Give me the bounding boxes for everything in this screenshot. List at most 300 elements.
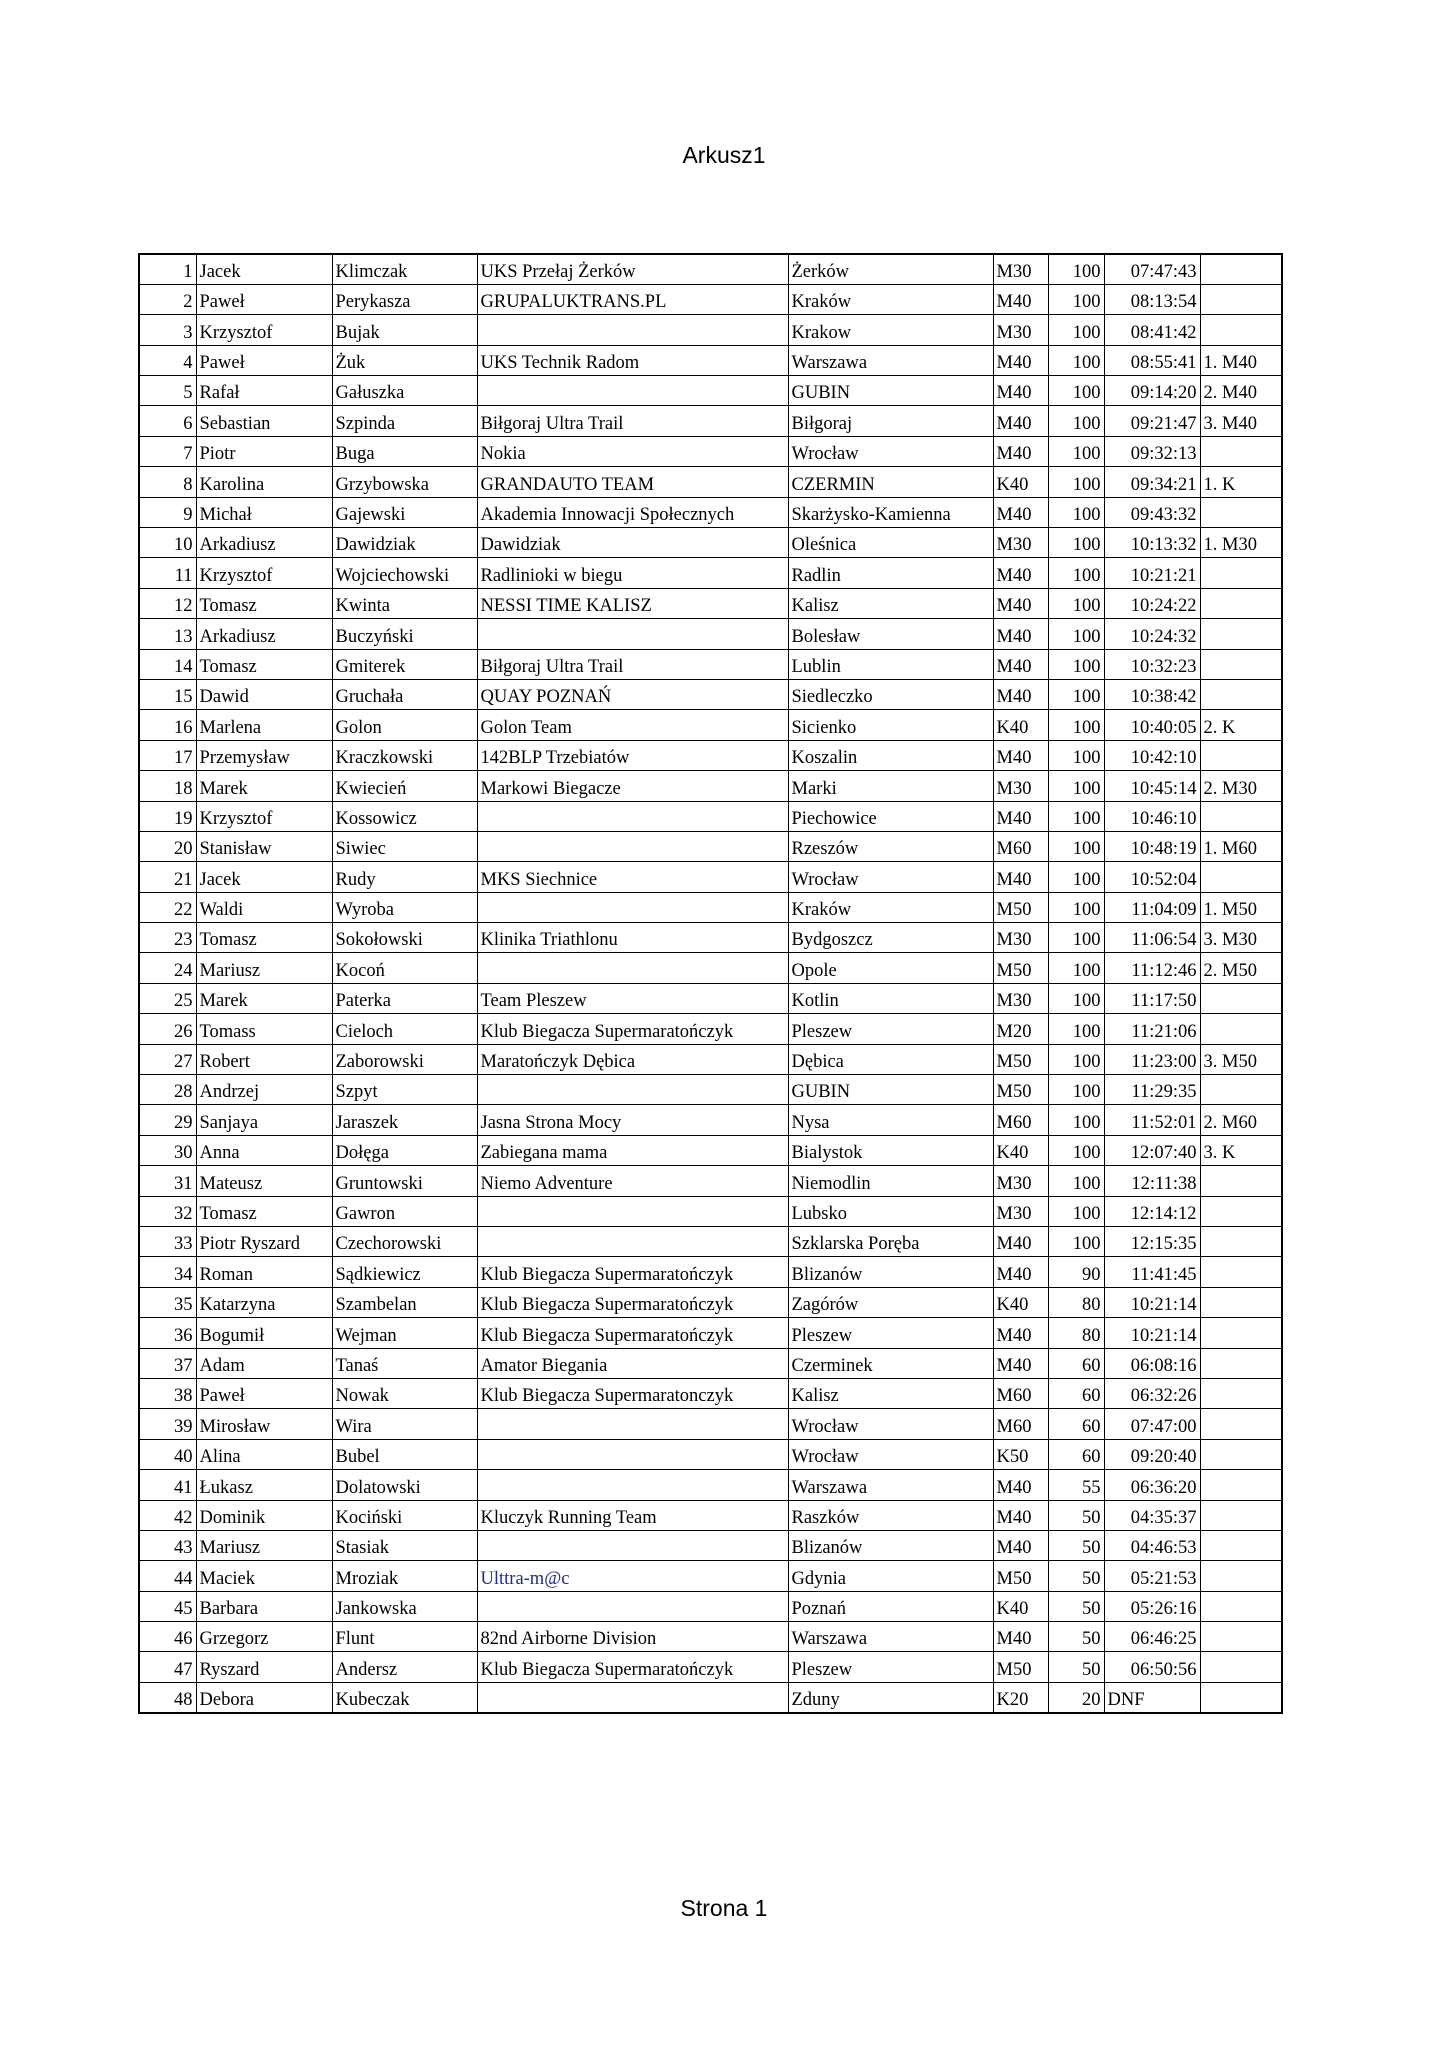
cell-number: 21 — [139, 862, 196, 892]
cell-last-name: Kraczkowski — [332, 740, 477, 770]
cell-category: M40 — [993, 1530, 1048, 1560]
cell-city: Warszawa — [788, 1622, 993, 1652]
cell-category: M40 — [993, 1257, 1048, 1287]
cell-distance: 50 — [1048, 1622, 1104, 1652]
cell-city: Bolesław — [788, 619, 993, 649]
cell-category: M50 — [993, 1652, 1048, 1682]
cell-category: M50 — [993, 1044, 1048, 1074]
cell-number: 17 — [139, 740, 196, 770]
table-row — [139, 1318, 1282, 1348]
cell-place — [1200, 1530, 1282, 1560]
cell-category: M40 — [993, 740, 1048, 770]
cell-number: 9 — [139, 497, 196, 527]
cell-category: M40 — [993, 1470, 1048, 1500]
table-row — [139, 1561, 1282, 1591]
cell-number: 10 — [139, 528, 196, 558]
cell-time: 06:32:26 — [1104, 1378, 1200, 1408]
cell-city: Zagórów — [788, 1287, 993, 1317]
cell-distance: 55 — [1048, 1470, 1104, 1500]
cell-last-name: Wira — [332, 1409, 477, 1439]
table-row — [139, 284, 1282, 314]
table-row — [139, 1105, 1282, 1135]
table-row — [139, 1530, 1282, 1560]
cell-number: 2 — [139, 284, 196, 314]
cell-category: M40 — [993, 406, 1048, 436]
cell-last-name: Gawron — [332, 1196, 477, 1226]
cell-time: 05:21:53 — [1104, 1561, 1200, 1591]
table-row — [139, 619, 1282, 649]
cell-place: 3. K — [1200, 1135, 1282, 1165]
cell-distance: 100 — [1048, 1166, 1104, 1196]
cell-category: M30 — [993, 315, 1048, 345]
cell-number: 3 — [139, 315, 196, 345]
cell-distance: 100 — [1048, 467, 1104, 497]
cell-place: 3. M30 — [1200, 923, 1282, 953]
cell-time: 10:46:10 — [1104, 801, 1200, 831]
cell-category: M30 — [993, 1196, 1048, 1226]
cell-club — [477, 1591, 788, 1621]
cell-last-name: Flunt — [332, 1622, 477, 1652]
cell-time: 10:21:14 — [1104, 1318, 1200, 1348]
cell-distance: 100 — [1048, 1135, 1104, 1165]
cell-distance: 100 — [1048, 345, 1104, 375]
cell-time: 11:21:06 — [1104, 1014, 1200, 1044]
cell-number: 11 — [139, 558, 196, 588]
cell-category: K40 — [993, 1135, 1048, 1165]
cell-number: 13 — [139, 619, 196, 649]
cell-category: M30 — [993, 771, 1048, 801]
table-row — [139, 467, 1282, 497]
cell-category: M40 — [993, 284, 1048, 314]
cell-category: M50 — [993, 1561, 1048, 1591]
cell-club: Golon Team — [477, 710, 788, 740]
cell-club — [477, 892, 788, 922]
cell-last-name: Grzybowska — [332, 467, 477, 497]
table-row — [139, 1682, 1282, 1712]
cell-first-name: Robert — [196, 1044, 332, 1074]
cell-distance: 100 — [1048, 1014, 1104, 1044]
cell-last-name: Dołęga — [332, 1135, 477, 1165]
cell-distance: 50 — [1048, 1500, 1104, 1530]
cell-first-name: Marek — [196, 983, 332, 1013]
cell-city: Czerminek — [788, 1348, 993, 1378]
cell-first-name: Rafał — [196, 376, 332, 406]
cell-city: Blizanów — [788, 1530, 993, 1560]
table-row — [139, 1439, 1282, 1469]
table-row — [139, 1470, 1282, 1500]
cell-club: Maratończyk Dębica — [477, 1044, 788, 1074]
cell-place — [1200, 1014, 1282, 1044]
table-row — [139, 1257, 1282, 1287]
table-row — [139, 1500, 1282, 1530]
cell-number: 38 — [139, 1378, 196, 1408]
table-row — [139, 1135, 1282, 1165]
cell-distance: 100 — [1048, 619, 1104, 649]
table-row — [139, 923, 1282, 953]
cell-time: 10:21:14 — [1104, 1287, 1200, 1317]
cell-city: Raszków — [788, 1500, 993, 1530]
cell-city: Szklarska Poręba — [788, 1227, 993, 1257]
page-number: Strona 1 — [680, 1895, 768, 1921]
cell-city: Kotlin — [788, 983, 993, 1013]
cell-category: M60 — [993, 1378, 1048, 1408]
cell-distance: 100 — [1048, 1196, 1104, 1226]
cell-time: 09:21:47 — [1104, 406, 1200, 436]
cell-distance: 100 — [1048, 1105, 1104, 1135]
cell-last-name: Wejman — [332, 1318, 477, 1348]
cell-number: 29 — [139, 1105, 196, 1135]
cell-city: GUBIN — [788, 376, 993, 406]
cell-last-name: Gruchała — [332, 679, 477, 709]
cell-place — [1200, 1348, 1282, 1378]
cell-distance: 60 — [1048, 1378, 1104, 1408]
cell-first-name: Andrzej — [196, 1075, 332, 1105]
cell-place — [1200, 588, 1282, 618]
cell-time: 12:11:38 — [1104, 1166, 1200, 1196]
cell-first-name: Anna — [196, 1135, 332, 1165]
cell-club: Klub Biegacza Supermaratończyk — [477, 1257, 788, 1287]
cell-club — [477, 801, 788, 831]
cell-city: Niemodlin — [788, 1166, 993, 1196]
cell-number: 12 — [139, 588, 196, 618]
cell-first-name: Łukasz — [196, 1470, 332, 1500]
cell-last-name: Stasiak — [332, 1530, 477, 1560]
cell-city: Bydgoszcz — [788, 923, 993, 953]
cell-category: K40 — [993, 710, 1048, 740]
cell-number: 15 — [139, 679, 196, 709]
cell-distance: 100 — [1048, 740, 1104, 770]
cell-distance: 50 — [1048, 1652, 1104, 1682]
cell-place — [1200, 436, 1282, 466]
cell-first-name: Tomasz — [196, 1196, 332, 1226]
table-row — [139, 740, 1282, 770]
cell-city: Wrocław — [788, 1439, 993, 1469]
cell-time: 10:38:42 — [1104, 679, 1200, 709]
cell-number: 34 — [139, 1257, 196, 1287]
cell-club — [477, 831, 788, 861]
cell-city: CZERMIN — [788, 467, 993, 497]
cell-place: 2. K — [1200, 710, 1282, 740]
cell-time: 08:41:42 — [1104, 315, 1200, 345]
cell-place — [1200, 619, 1282, 649]
cell-category: M60 — [993, 831, 1048, 861]
cell-place — [1200, 1257, 1282, 1287]
cell-time: 09:34:21 — [1104, 467, 1200, 497]
table-row — [139, 1227, 1282, 1257]
cell-first-name: Arkadiusz — [196, 619, 332, 649]
table-row — [139, 497, 1282, 527]
cell-city: Rzeszów — [788, 831, 993, 861]
cell-number: 27 — [139, 1044, 196, 1074]
table-row — [139, 1075, 1282, 1105]
cell-category: M40 — [993, 649, 1048, 679]
cell-club: Dawidziak — [477, 528, 788, 558]
cell-category: M20 — [993, 1014, 1048, 1044]
cell-last-name: Sokołowski — [332, 923, 477, 953]
cell-club: Biłgoraj Ultra Trail — [477, 649, 788, 679]
table-row — [139, 1287, 1282, 1317]
table-row — [139, 558, 1282, 588]
cell-first-name: Piotr — [196, 436, 332, 466]
cell-place — [1200, 1166, 1282, 1196]
cell-place — [1200, 1378, 1282, 1408]
table-row — [139, 1166, 1282, 1196]
cell-time: 11:06:54 — [1104, 923, 1200, 953]
cell-last-name: Perykasza — [332, 284, 477, 314]
cell-time: 09:14:20 — [1104, 376, 1200, 406]
cell-category: M40 — [993, 801, 1048, 831]
cell-first-name: Grzegorz — [196, 1622, 332, 1652]
cell-club: QUAY POZNAŃ — [477, 679, 788, 709]
cell-first-name: Mirosław — [196, 1409, 332, 1439]
cell-first-name: Roman — [196, 1257, 332, 1287]
cell-last-name: Cieloch — [332, 1014, 477, 1044]
cell-category: M40 — [993, 558, 1048, 588]
cell-distance: 100 — [1048, 406, 1104, 436]
table-row — [139, 831, 1282, 861]
cell-place — [1200, 1409, 1282, 1439]
table-row — [139, 1378, 1282, 1408]
cell-club: MKS Siechnice — [477, 862, 788, 892]
cell-number: 20 — [139, 831, 196, 861]
cell-number: 14 — [139, 649, 196, 679]
cell-last-name: Buga — [332, 436, 477, 466]
cell-city: Wrocław — [788, 1409, 993, 1439]
page-title: Arkusz1 — [682, 142, 766, 168]
cell-distance: 100 — [1048, 1044, 1104, 1074]
cell-time: 12:15:35 — [1104, 1227, 1200, 1257]
cell-number: 35 — [139, 1287, 196, 1317]
cell-club — [477, 1439, 788, 1469]
cell-city: Siedleczko — [788, 679, 993, 709]
cell-club: Biłgoraj Ultra Trail — [477, 406, 788, 436]
cell-category: K50 — [993, 1439, 1048, 1469]
cell-club: Akademia Innowacji Społecznych — [477, 497, 788, 527]
cell-place: 1. M30 — [1200, 528, 1282, 558]
cell-first-name: Paweł — [196, 284, 332, 314]
table-row — [139, 710, 1282, 740]
cell-last-name: Bubel — [332, 1439, 477, 1469]
cell-category: M50 — [993, 1075, 1048, 1105]
table-row — [139, 376, 1282, 406]
cell-first-name: Maciek — [196, 1561, 332, 1591]
cell-time: 07:47:00 — [1104, 1409, 1200, 1439]
cell-last-name: Kwiecień — [332, 771, 477, 801]
cell-time: 10:40:05 — [1104, 710, 1200, 740]
cell-time: 12:14:12 — [1104, 1196, 1200, 1226]
cell-last-name: Gruntowski — [332, 1166, 477, 1196]
cell-first-name: Tomass — [196, 1014, 332, 1044]
cell-club: 142BLP Trzebiatów — [477, 740, 788, 770]
cell-city: Kraków — [788, 284, 993, 314]
cell-city: Pleszew — [788, 1318, 993, 1348]
cell-first-name: Przemysław — [196, 740, 332, 770]
cell-last-name: Tanaś — [332, 1348, 477, 1378]
cell-last-name: Kwinta — [332, 588, 477, 618]
cell-time: 07:47:43 — [1104, 254, 1200, 284]
cell-category: M30 — [993, 1166, 1048, 1196]
cell-place — [1200, 1561, 1282, 1591]
cell-city: Kalisz — [788, 1378, 993, 1408]
cell-place — [1200, 801, 1282, 831]
cell-first-name: Krzysztof — [196, 801, 332, 831]
cell-distance: 100 — [1048, 497, 1104, 527]
cell-city: Opole — [788, 953, 993, 983]
cell-distance: 100 — [1048, 1227, 1104, 1257]
cell-city: GUBIN — [788, 1075, 993, 1105]
cell-place: 1. M40 — [1200, 345, 1282, 375]
cell-number: 33 — [139, 1227, 196, 1257]
cell-number: 48 — [139, 1682, 196, 1712]
cell-distance: 100 — [1048, 254, 1104, 284]
cell-city: Biłgoraj — [788, 406, 993, 436]
cell-distance: 100 — [1048, 892, 1104, 922]
cell-place: 2. M40 — [1200, 376, 1282, 406]
table-row — [139, 862, 1282, 892]
cell-distance: 100 — [1048, 923, 1104, 953]
cell-number: 18 — [139, 771, 196, 801]
cell-category: M40 — [993, 345, 1048, 375]
cell-last-name: Nowak — [332, 1378, 477, 1408]
cell-first-name: Ryszard — [196, 1652, 332, 1682]
table-row — [139, 953, 1282, 983]
cell-number: 30 — [139, 1135, 196, 1165]
cell-distance: 100 — [1048, 862, 1104, 892]
cell-club: UKS Technik Radom — [477, 345, 788, 375]
cell-club — [477, 1409, 788, 1439]
cell-distance: 100 — [1048, 376, 1104, 406]
table-row — [139, 892, 1282, 922]
cell-city: Skarżysko-Kamienna — [788, 497, 993, 527]
cell-number: 6 — [139, 406, 196, 436]
cell-category: M30 — [993, 983, 1048, 1013]
cell-distance: 100 — [1048, 801, 1104, 831]
table-row — [139, 1409, 1282, 1439]
cell-number: 23 — [139, 923, 196, 953]
cell-first-name: Paweł — [196, 1378, 332, 1408]
cell-first-name: Mariusz — [196, 1530, 332, 1560]
cell-distance: 100 — [1048, 953, 1104, 983]
cell-distance: 100 — [1048, 528, 1104, 558]
cell-last-name: Szpinda — [332, 406, 477, 436]
cell-place — [1200, 983, 1282, 1013]
cell-city: Zduny — [788, 1682, 993, 1712]
cell-category: M30 — [993, 254, 1048, 284]
table-row — [139, 1622, 1282, 1652]
cell-club: NESSI TIME KALISZ — [477, 588, 788, 618]
cell-club: Klub Biegacza Supermaratończyk — [477, 1318, 788, 1348]
cell-time: 10:42:10 — [1104, 740, 1200, 770]
cell-city: Krakow — [788, 315, 993, 345]
cell-distance: 100 — [1048, 983, 1104, 1013]
cell-city: Poznań — [788, 1591, 993, 1621]
cell-club — [477, 376, 788, 406]
cell-city: Pleszew — [788, 1652, 993, 1682]
cell-category: M40 — [993, 588, 1048, 618]
cell-city: Lubsko — [788, 1196, 993, 1226]
cell-number: 8 — [139, 467, 196, 497]
cell-distance: 100 — [1048, 1075, 1104, 1105]
cell-club: Klub Biegacza Supermaratończyk — [477, 1287, 788, 1317]
cell-distance: 100 — [1048, 771, 1104, 801]
cell-time: 04:46:53 — [1104, 1530, 1200, 1560]
cell-last-name: Jaraszek — [332, 1105, 477, 1135]
cell-place: 2. M60 — [1200, 1105, 1282, 1135]
cell-club: Klinika Triathlonu — [477, 923, 788, 953]
cell-place — [1200, 862, 1282, 892]
cell-club: Amator Biegania — [477, 1348, 788, 1378]
cell-city: Żerków — [788, 254, 993, 284]
table-row — [139, 983, 1282, 1013]
cell-last-name: Siwiec — [332, 831, 477, 861]
cell-place — [1200, 284, 1282, 314]
cell-time: 04:35:37 — [1104, 1500, 1200, 1530]
cell-last-name: Dawidziak — [332, 528, 477, 558]
cell-first-name: Jacek — [196, 254, 332, 284]
cell-time: 11:04:09 — [1104, 892, 1200, 922]
cell-distance: 100 — [1048, 315, 1104, 345]
cell-category: M40 — [993, 436, 1048, 466]
cell-distance: 80 — [1048, 1287, 1104, 1317]
cell-time: 10:48:19 — [1104, 831, 1200, 861]
cell-first-name: Marlena — [196, 710, 332, 740]
cell-first-name: Debora — [196, 1682, 332, 1712]
cell-club: Jasna Strona Mocy — [477, 1105, 788, 1135]
cell-last-name: Kossowicz — [332, 801, 477, 831]
cell-first-name: Dominik — [196, 1500, 332, 1530]
cell-category: M40 — [993, 679, 1048, 709]
cell-first-name: Arkadiusz — [196, 528, 332, 558]
cell-city: Bialystok — [788, 1135, 993, 1165]
cell-first-name: Bogumił — [196, 1318, 332, 1348]
cell-time: 11:52:01 — [1104, 1105, 1200, 1135]
cell-place: 1. M50 — [1200, 892, 1282, 922]
cell-number: 42 — [139, 1500, 196, 1530]
cell-place — [1200, 1075, 1282, 1105]
cell-number: 5 — [139, 376, 196, 406]
cell-distance: 100 — [1048, 679, 1104, 709]
cell-number: 26 — [139, 1014, 196, 1044]
cell-time: 11:17:50 — [1104, 983, 1200, 1013]
cell-first-name: Mariusz — [196, 953, 332, 983]
cell-number: 47 — [139, 1652, 196, 1682]
cell-last-name: Buczyński — [332, 619, 477, 649]
cell-distance: 100 — [1048, 710, 1104, 740]
cell-club: GRUPALUKTRANS.PL — [477, 284, 788, 314]
table-row — [139, 1591, 1282, 1621]
table-row — [139, 1044, 1282, 1074]
cell-club: Zabiegana mama — [477, 1135, 788, 1165]
cell-distance: 100 — [1048, 558, 1104, 588]
cell-last-name: Zaborowski — [332, 1044, 477, 1074]
cell-city: Kalisz — [788, 588, 993, 618]
cell-time: 10:52:04 — [1104, 862, 1200, 892]
cell-category: M30 — [993, 923, 1048, 953]
cell-time: DNF — [1104, 1682, 1200, 1712]
cell-last-name: Kocoń — [332, 953, 477, 983]
cell-category: K40 — [993, 467, 1048, 497]
cell-distance: 100 — [1048, 831, 1104, 861]
cell-distance: 100 — [1048, 436, 1104, 466]
cell-time: 10:21:21 — [1104, 558, 1200, 588]
cell-distance: 50 — [1048, 1561, 1104, 1591]
cell-distance: 100 — [1048, 284, 1104, 314]
cell-club: 82nd Airborne Division — [477, 1622, 788, 1652]
cell-number: 22 — [139, 892, 196, 922]
cell-city: Wrocław — [788, 436, 993, 466]
cell-category: M60 — [993, 1105, 1048, 1135]
cell-club — [477, 953, 788, 983]
